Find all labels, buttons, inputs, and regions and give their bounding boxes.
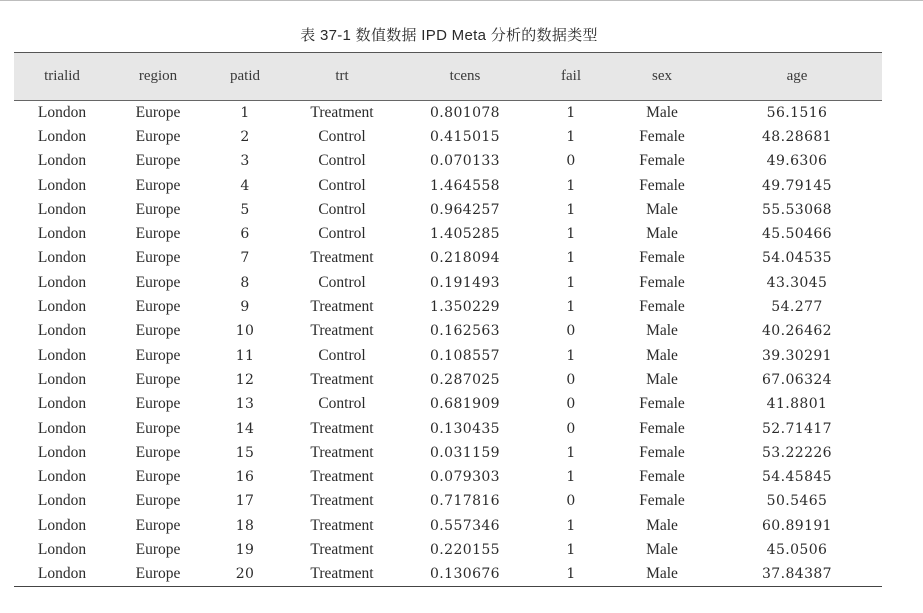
- cell-patid: 12: [235, 371, 255, 388]
- cell-trialid: London: [37, 249, 87, 267]
- cell-sex: Male: [646, 346, 678, 364]
- cell-trialid: London: [37, 370, 87, 388]
- table-row: [14, 101, 882, 125]
- cell-trialid: London: [37, 346, 87, 364]
- cell-sex: Male: [646, 200, 678, 218]
- table-caption: 表 37-1 数值数据 IPD Meta 分析的数据类型: [300, 27, 598, 44]
- cell-region: Europe: [135, 176, 181, 194]
- cell-age: 45.50466: [761, 226, 832, 243]
- cell-tcens: 0.031159: [429, 444, 500, 461]
- cell-patid: 1: [240, 104, 250, 121]
- cell-tcens: 0.130676: [429, 566, 500, 583]
- column-header-patid: patid: [230, 68, 260, 84]
- cell-age: 52.71417: [761, 420, 832, 437]
- cell-trt: Control: [318, 152, 366, 170]
- table-row: [14, 343, 882, 367]
- cell-fail: 1: [566, 201, 576, 218]
- cell-age: 55.53068: [761, 201, 832, 218]
- cell-age: 39.30291: [761, 347, 832, 364]
- cell-region: Europe: [135, 200, 181, 218]
- cell-region: Europe: [135, 370, 181, 388]
- cell-age: 67.06324: [761, 371, 832, 388]
- cell-sex: Female: [639, 468, 685, 486]
- cell-fail: 1: [566, 299, 576, 316]
- cell-fail: 1: [566, 104, 576, 121]
- cell-patid: 9: [240, 299, 250, 316]
- cell-sex: Female: [639, 443, 685, 461]
- cell-tcens: 0.162563: [429, 323, 500, 340]
- cell-region: Europe: [135, 249, 181, 267]
- cell-patid: 7: [240, 250, 250, 267]
- table-row: [14, 271, 882, 295]
- column-header-trt: trt: [335, 68, 349, 84]
- cell-tcens: 0.108557: [429, 347, 500, 364]
- cell-trt: Control: [318, 176, 366, 194]
- cell-trt: Control: [318, 346, 366, 364]
- cell-age: 54.04535: [761, 250, 832, 267]
- cell-trialid: London: [37, 395, 87, 413]
- cell-region: Europe: [135, 273, 181, 291]
- column-header-tcens: tcens: [449, 68, 481, 84]
- column-header-region: region: [138, 68, 178, 84]
- cell-age: 49.79145: [761, 177, 832, 194]
- cell-region: Europe: [135, 298, 181, 316]
- cell-trt: Control: [318, 273, 366, 291]
- column-header-sex: sex: [652, 68, 672, 84]
- cell-fail: 1: [566, 226, 576, 243]
- column-header-trialid: trialid: [44, 68, 80, 84]
- cell-trialid: London: [37, 273, 87, 291]
- cell-fail: 1: [566, 444, 576, 461]
- cell-age: 54.277: [771, 299, 823, 316]
- cell-patid: 17: [235, 493, 255, 510]
- cell-sex: Male: [646, 322, 678, 340]
- cell-patid: 2: [240, 128, 250, 145]
- cell-patid: 19: [235, 541, 255, 558]
- cell-trt: Treatment: [310, 298, 374, 316]
- cell-age: 45.0506: [766, 541, 828, 558]
- top-rule: [0, 0, 923, 1]
- cell-age: 43.3045: [766, 274, 828, 291]
- cell-fail: 1: [566, 128, 576, 145]
- cell-trt: Treatment: [310, 249, 374, 267]
- cell-fail: 1: [566, 250, 576, 267]
- cell-tcens: 0.070133: [429, 153, 500, 170]
- cell-region: Europe: [135, 103, 181, 121]
- cell-tcens: 0.681909: [429, 396, 500, 413]
- cell-sex: Female: [639, 298, 685, 316]
- cell-fail: 1: [566, 177, 576, 194]
- cell-patid: 4: [240, 177, 250, 194]
- cell-age: 54.45845: [761, 469, 832, 486]
- cell-tcens: 0.287025: [429, 371, 500, 388]
- cell-tcens: 1.350229: [429, 299, 500, 316]
- cell-trt: Treatment: [310, 322, 374, 340]
- cell-tcens: 0.191493: [429, 274, 500, 291]
- cell-tcens: 0.415015: [429, 128, 500, 145]
- cell-region: Europe: [135, 225, 181, 243]
- table-row: [14, 198, 882, 222]
- cell-fail: 0: [566, 493, 576, 510]
- cell-patid: 10: [235, 323, 255, 340]
- cell-trt: Control: [318, 127, 366, 145]
- cell-trialid: London: [37, 419, 87, 437]
- cell-region: Europe: [135, 468, 181, 486]
- cell-sex: Male: [646, 540, 678, 558]
- cell-fail: 1: [566, 517, 576, 534]
- cell-trt: Treatment: [310, 370, 374, 388]
- table-row: [14, 465, 882, 489]
- cell-region: Europe: [135, 152, 181, 170]
- table-row: [14, 246, 882, 270]
- table-row: [14, 295, 882, 319]
- cell-sex: Female: [639, 419, 685, 437]
- cell-age: 40.26462: [761, 323, 832, 340]
- cell-fail: 0: [566, 323, 576, 340]
- cell-region: Europe: [135, 492, 181, 510]
- ipd-data-table: [14, 52, 882, 587]
- cell-patid: 5: [240, 201, 250, 218]
- cell-trt: Treatment: [310, 443, 374, 461]
- table-row: [14, 538, 882, 562]
- cell-trt: Treatment: [310, 103, 374, 121]
- cell-trialid: London: [37, 225, 87, 243]
- cell-sex: Female: [639, 395, 685, 413]
- cell-trialid: London: [37, 298, 87, 316]
- cell-region: Europe: [135, 127, 181, 145]
- table-row: [14, 392, 882, 416]
- cell-sex: Male: [646, 565, 678, 583]
- cell-region: Europe: [135, 322, 181, 340]
- table-row: [14, 489, 882, 513]
- cell-trialid: London: [37, 152, 87, 170]
- table-row: [14, 222, 882, 246]
- cell-sex: Female: [639, 492, 685, 510]
- cell-tcens: 0.964257: [429, 201, 500, 218]
- cell-tcens: 0.801078: [429, 104, 500, 121]
- cell-trialid: London: [37, 176, 87, 194]
- column-header-age: age: [786, 68, 808, 84]
- cell-fail: 0: [566, 396, 576, 413]
- cell-trialid: London: [37, 540, 87, 558]
- cell-sex: Male: [646, 225, 678, 243]
- cell-sex: Female: [639, 249, 685, 267]
- column-header-fail: fail: [561, 68, 581, 84]
- cell-age: 48.28681: [761, 128, 832, 145]
- cell-age: 53.22226: [761, 444, 832, 461]
- cell-region: Europe: [135, 540, 181, 558]
- cell-trt: Control: [318, 225, 366, 243]
- cell-trt: Treatment: [310, 565, 374, 583]
- cell-sex: Female: [639, 176, 685, 194]
- table-row: [14, 368, 882, 392]
- cell-patid: 15: [235, 444, 255, 461]
- cell-trt: Treatment: [310, 540, 374, 558]
- cell-tcens: 0.717816: [429, 493, 500, 510]
- header-row: [14, 53, 882, 101]
- cell-tcens: 0.130435: [429, 420, 500, 437]
- cell-trialid: London: [37, 443, 87, 461]
- cell-trt: Control: [318, 395, 366, 413]
- table-row: [14, 514, 882, 538]
- cell-patid: 3: [240, 153, 250, 170]
- cell-fail: 1: [566, 347, 576, 364]
- cell-fail: 0: [566, 420, 576, 437]
- cell-patid: 13: [235, 396, 255, 413]
- cell-trialid: London: [37, 200, 87, 218]
- cell-region: Europe: [135, 516, 181, 534]
- cell-region: Europe: [135, 443, 181, 461]
- cell-patid: 16: [235, 469, 255, 486]
- cell-age: 50.5465: [766, 493, 828, 510]
- cell-tcens: 0.218094: [429, 250, 500, 267]
- cell-sex: Male: [646, 103, 678, 121]
- cell-trialid: London: [37, 516, 87, 534]
- cell-trialid: London: [37, 468, 87, 486]
- cell-fail: 1: [566, 566, 576, 583]
- cell-patid: 14: [235, 420, 255, 437]
- cell-patid: 6: [240, 226, 250, 243]
- cell-trialid: London: [37, 322, 87, 340]
- cell-trt: Control: [318, 200, 366, 218]
- table-row: [14, 441, 882, 465]
- cell-patid: 11: [235, 347, 255, 364]
- cell-patid: 20: [235, 566, 255, 583]
- cell-trialid: London: [37, 103, 87, 121]
- cell-sex: Female: [639, 152, 685, 170]
- cell-trialid: London: [37, 127, 87, 145]
- cell-tcens: 0.079303: [429, 469, 500, 486]
- cell-tcens: 0.220155: [429, 541, 500, 558]
- cell-trialid: London: [37, 565, 87, 583]
- cell-trt: Treatment: [310, 492, 374, 510]
- cell-sex: Female: [639, 127, 685, 145]
- cell-fail: 1: [566, 541, 576, 558]
- table-row: [14, 319, 882, 343]
- cell-tcens: 1.464558: [429, 177, 500, 194]
- cell-age: 56.1516: [766, 104, 828, 121]
- cell-sex: Male: [646, 370, 678, 388]
- cell-trt: Treatment: [310, 516, 374, 534]
- cell-tcens: 1.405285: [429, 226, 500, 243]
- cell-fail: 0: [566, 153, 576, 170]
- cell-fail: 1: [566, 274, 576, 291]
- cell-age: 41.8801: [766, 396, 828, 413]
- table-row: [14, 125, 882, 149]
- cell-trt: Treatment: [310, 468, 374, 486]
- table-row: [14, 173, 882, 197]
- cell-patid: 8: [240, 274, 250, 291]
- cell-tcens: 0.557346: [429, 517, 500, 534]
- cell-sex: Male: [646, 516, 678, 534]
- table-row: [14, 149, 882, 173]
- cell-region: Europe: [135, 565, 181, 583]
- cell-fail: 1: [566, 469, 576, 486]
- cell-trialid: London: [37, 492, 87, 510]
- cell-region: Europe: [135, 346, 181, 364]
- cell-sex: Female: [639, 273, 685, 291]
- cell-region: Europe: [135, 395, 181, 413]
- cell-fail: 0: [566, 371, 576, 388]
- cell-age: 49.6306: [766, 153, 828, 170]
- table-body: [14, 101, 882, 587]
- cell-age: 60.89191: [761, 517, 832, 534]
- cell-age: 37.84387: [761, 566, 832, 583]
- table-row: [14, 416, 882, 440]
- data-table-container: [14, 52, 882, 587]
- cell-patid: 18: [235, 517, 255, 534]
- cell-region: Europe: [135, 419, 181, 437]
- table-row: [14, 562, 882, 586]
- cell-trt: Treatment: [310, 419, 374, 437]
- table-header: [14, 53, 882, 101]
